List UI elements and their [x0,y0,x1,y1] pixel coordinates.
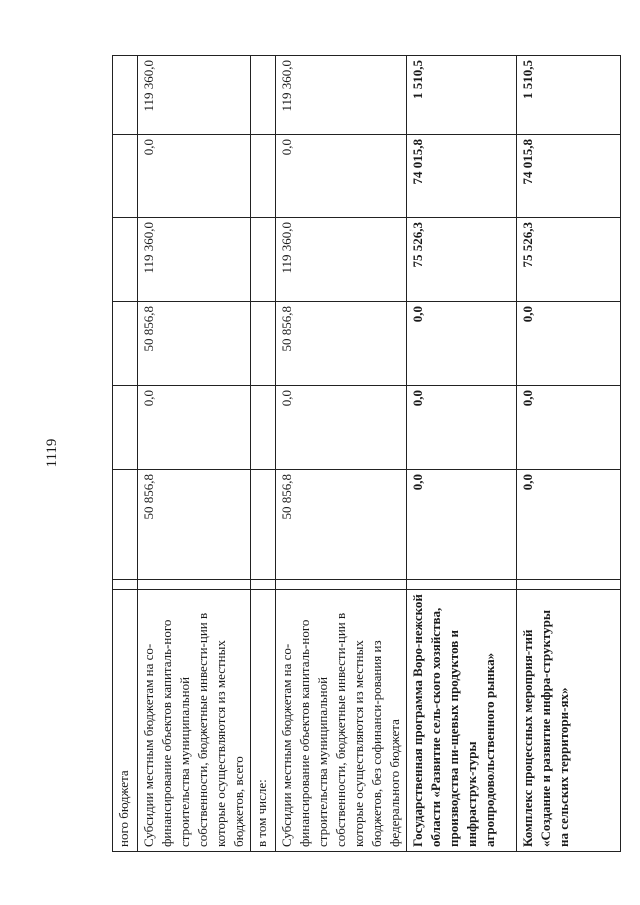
narrow-cell [276,580,407,590]
value-cell [251,470,276,580]
value-cell: 0,0 [276,135,407,218]
value-cell: 50 856,8 [276,302,407,386]
page-number: 1119 [44,438,60,468]
row-label: Комплекс процессных мероприя-тий «Создание и развитие инфра-структуры на сельских территори-ях» [517,590,621,852]
value-cell: 0,0 [517,302,621,386]
value-cell: 50 856,8 [138,302,251,386]
value-cell: 50 856,8 [276,470,407,580]
value-cell: 0,0 [517,386,621,470]
value-cell [113,386,138,470]
narrow-cell [113,580,138,590]
row-label: в том числе: [251,590,276,852]
narrow-cell [138,580,251,590]
value-cell: 119 360,0 [138,56,251,135]
value-cell [113,218,138,302]
row-label: ного бюджета [113,590,138,852]
value-cell [113,135,138,218]
value-cell: 0,0 [276,386,407,470]
value-cell [251,386,276,470]
value-cell [251,135,276,218]
narrow-cell [407,580,517,590]
value-cell: 119 360,0 [138,218,251,302]
table-row [407,56,517,852]
value-cell [251,302,276,386]
table-rotator [112,56,571,852]
value-cell: 0,0 [407,302,517,386]
value-cell [113,56,138,135]
value-cell: 75 526,3 [517,218,621,302]
value-cell: 50 856,8 [138,470,251,580]
row-label: Государственная программа Воро-нежской области «Развитие сель-ского хозяйства, производства пи-щевых продуктов и инфраструк-туры агропродовольственного рынка» [407,590,517,852]
narrow-cell [517,580,621,590]
rotated-table-area [112,56,571,852]
value-cell [251,218,276,302]
value-cell: 119 360,0 [276,56,407,135]
row-label: Субсидии местным бюджетам на со-финансирование объектов капиталь-ного строительства муниципальной собственности, бюджетные инвести-ции в которые осуществляются из местных бюджетов, всего [138,590,251,852]
table-row [276,56,407,852]
budget-table [112,55,621,852]
value-cell: 0,0 [138,135,251,218]
value-cell: 0,0 [138,386,251,470]
table-row [138,56,251,852]
value-cell: 0,0 [407,470,517,580]
value-cell: 1 510,5 [517,56,621,135]
value-cell: 75 526,3 [407,218,517,302]
narrow-cell [251,580,276,590]
table-row [251,56,276,852]
value-cell: 74 015,8 [407,135,517,218]
value-cell [251,56,276,135]
value-cell: 0,0 [517,470,621,580]
value-cell: 74 015,8 [517,135,621,218]
value-cell: 0,0 [407,386,517,470]
table-row [113,56,138,852]
value-cell [113,470,138,580]
value-cell [113,302,138,386]
value-cell: 119 360,0 [276,218,407,302]
row-label: Субсидии местным бюджетам на со-финансирование объектов капиталь-ного строительства муниципальной собственности, бюджетные инвести-ции в которые осуществляются из местных бюджетов, без софинанси-рования из федерального бюджета [276,590,407,852]
table-row [517,56,621,852]
value-cell: 1 510,5 [407,56,517,135]
